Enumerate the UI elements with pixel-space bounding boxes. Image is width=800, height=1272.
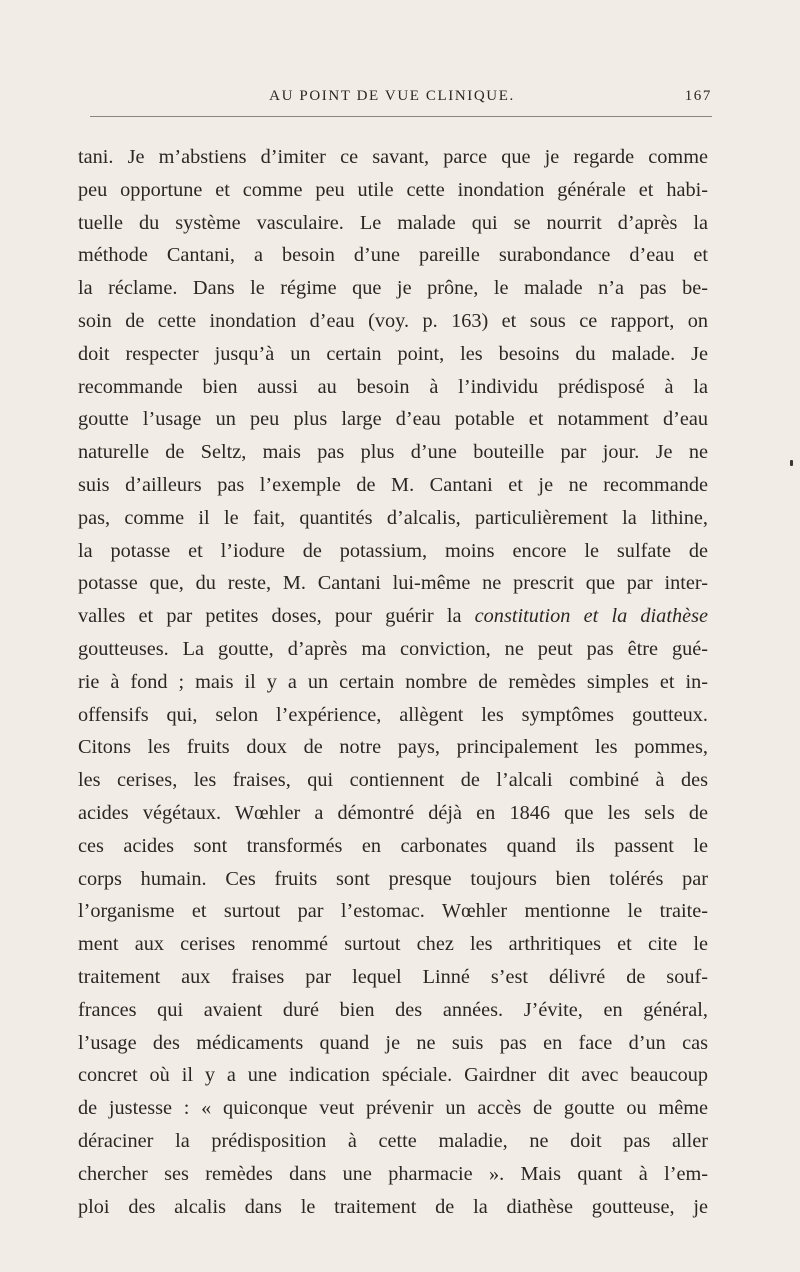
text-line: de justesse : « quiconque veut prévenir un accès de goutte ou même (78, 1097, 708, 1120)
page-number: 167 (684, 88, 712, 104)
text-line: tani. Je m’abstiens d’imiter ce savant, parce que je regarde comme (78, 146, 708, 168)
body-text (78, 141, 708, 1223)
text-line: ces acides sont transformés en carbonates quand ils passent le (78, 834, 708, 857)
text-line: l’organisme et surtout par l’estomac. Wœhler mentionne le traite- (78, 900, 708, 923)
margin-ink-mark (790, 460, 793, 466)
running-title: AU POINT DE VUE CLINIQUE. (269, 88, 515, 104)
text-line: les cerises, les fraises, qui contiennent de l’alcali combiné à des (78, 769, 708, 792)
text-line: corps humain. Ces fruits sont presque toujours bien tolérés par (78, 867, 708, 890)
text-line: déraciner la prédisposition à cette maladie, ne doit pas aller (78, 1129, 708, 1152)
text-line: la potasse et l’iodure de potassium, moins encore le sulfate de (78, 539, 708, 562)
text-line: naturelle de Seltz, mais pas plus d’une bouteille par jour. Je ne (78, 441, 708, 464)
text-line: soin de cette inondation d’eau (voy. p. 163) et sous ce rapport, on (78, 309, 708, 332)
text-line: goutte l’usage un peu plus large d’eau potable et notamment d’eau (78, 408, 708, 431)
text-line: frances qui avaient duré bien des années. J’évite, en général, (78, 998, 708, 1021)
text-line: concret où il y a une indication spéciale. Gairdner dit avec beaucoup (78, 1064, 708, 1087)
header-rule (90, 116, 712, 117)
text-line: rie à fond ; mais il y a un certain nombre de remèdes simples et in- (78, 670, 708, 693)
text-line: offensifs qui, selon l’expérience, allègent les symptômes goutteux. (78, 703, 708, 726)
text-line: potasse que, du reste, M. Cantani lui-même ne prescrit que par inter- (78, 572, 708, 595)
text-line-with-italic (78, 600, 708, 633)
text-line: goutteuses. La goutte, d’après ma conviction, ne peut pas être gué- (78, 637, 708, 660)
text-line: peu opportune et comme peu utile cette inondation générale et habi- (78, 178, 708, 201)
text-line: pas, comme il le fait, quantités d’alcalis, particulièrement la lithine, (78, 506, 708, 529)
text-segment: valles et par petites doses, pour guérir la (78, 605, 462, 628)
text-line: l’usage des médicaments quand je ne suis pas en face d’un cas (78, 1031, 708, 1054)
text-line: la réclame. Dans le régime que je prône, le malade n’a pas be- (78, 277, 708, 300)
text-line: recommande bien aussi au besoin à l’individu prédisposé à la (78, 375, 708, 398)
text-line: doit respecter jusqu’à un certain point, les besoins du malade. Je (78, 342, 708, 365)
text-line: acides végétaux. Wœhler a démontré déjà en 1846 que les sels de (78, 801, 708, 824)
text-line: Citons les fruits doux de notre pays, principalement les pommes, (78, 736, 708, 759)
text-line: ment aux cerises renommé surtout chez les arthritiques et cite le (78, 933, 708, 956)
text-line: méthode Cantani, a besoin d’une pareille surabondance d’eau et (78, 244, 708, 267)
text-line: ploi des alcalis dans le traitement de la diathèse goutteuse, je (78, 1195, 708, 1218)
italic-phrase: constitution et la diathèse (474, 605, 708, 628)
text-line: traitement aux fraises par lequel Linné s’est délivré de souf- (78, 965, 708, 988)
text-line: chercher ses remèdes dans une pharmacie ». Mais quant à l’em- (78, 1162, 708, 1185)
text-line: tuelle du système vasculaire. Le malade qui se nourrit d’après la (78, 211, 708, 234)
text-line: suis d’ailleurs pas l’exemple de M. Cantani et je ne recommande (78, 473, 708, 496)
running-head (72, 88, 712, 110)
